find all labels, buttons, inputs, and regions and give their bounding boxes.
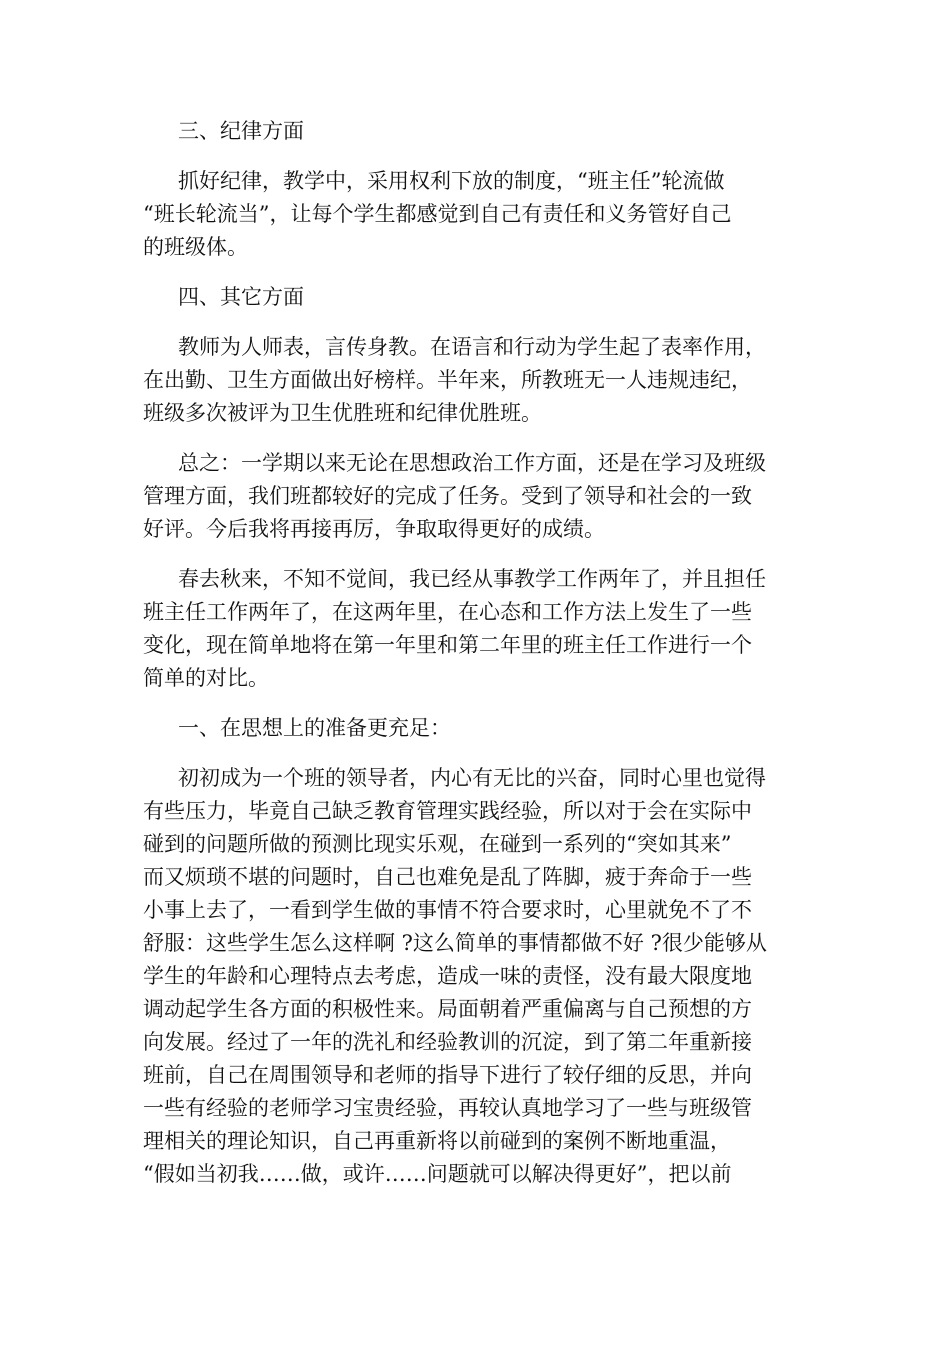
- paragraph-line: 有些压力，毕竟自己缺乏教育管理实践经验，所以对于会在实际中: [143, 799, 752, 823]
- paragraph-line: 班级多次被评为卫生优胜班和纪律优胜班。: [143, 401, 542, 425]
- paragraph-line: “假如当初我……做，或许……问题就可以解决得更好”，把以前: [143, 1162, 732, 1186]
- paragraph-line: 变化，现在简单地将在第一年里和第二年里的班主任工作进行一个: [143, 633, 752, 657]
- paragraph-line: “班长轮流当”，让每个学生都感觉到自己有责任和义务管好自己: [143, 202, 732, 226]
- paragraph-line: 调动起学生各方面的积极性来。局面朝着严重偏离与自己预想的方: [143, 997, 752, 1021]
- paragraph-line: 学生的年龄和心理特点去考虑，造成一味的责怪，没有最大限度地: [143, 964, 752, 988]
- paragraph-line: 小事上去了，一看到学生做的事情不符合要求时，心里就免不了不: [143, 898, 752, 922]
- paragraph-line: 抓好纪律，教学中，采用权利下放的制度，“班主任”轮流做: [178, 169, 725, 193]
- paragraph-line: 理相关的理论知识，自己再重新将以前碰到的案例不断地重温，: [143, 1129, 731, 1153]
- paragraph-line: 在出勤、卫生方面做出好榜样。半年来，所教班无一人违规违纪，: [143, 368, 752, 392]
- paragraph-line: 而又烦琐不堪的问题时，自己也难免是乱了阵脚，疲于奔命于一些: [143, 865, 752, 889]
- paragraph-line: 向发展。经过了一年的洗礼和经验教训的沉淀，到了第二年重新接: [143, 1030, 752, 1054]
- section-heading-other: 四、其它方面: [178, 285, 304, 309]
- paragraph-line: 碰到的问题所做的预测比现实乐观，在碰到一系列的“突如其来”: [143, 832, 732, 856]
- section-heading-discipline: 三、纪律方面: [178, 119, 304, 143]
- paragraph-line: 班前，自己在周围领导和老师的指导下进行了较仔细的反思，并向: [143, 1063, 752, 1087]
- paragraph-line: 教师为人师表，言传身教。在语言和行动为学生起了表率作用，: [178, 335, 766, 359]
- paragraph-line: 总之：一学期以来无论在思想政治工作方面，还是在学习及班级: [178, 451, 766, 475]
- section-heading-thought: 一、在思想上的准备更充足：: [178, 716, 451, 740]
- paragraph-line: 好评。今后我将再接再厉，争取取得更好的成绩。: [143, 517, 605, 541]
- paragraph-line: 的班级体。: [143, 235, 248, 259]
- paragraph-line: 初初成为一个班的领导者，内心有无比的兴奋，同时心里也觉得: [178, 766, 766, 790]
- paragraph-line: 班主任工作两年了，在这两年里，在心态和工作方法上发生了一些: [143, 600, 752, 624]
- paragraph-line: 春去秋来，不知不觉间，我已经从事教学工作两年了，并且担任: [178, 567, 766, 591]
- paragraph-line: 管理方面，我们班都较好的完成了任务。受到了领导和社会的一致: [143, 484, 752, 508]
- paragraph-line: 舒服：这些学生怎么这样啊 ?这么简单的事情都做不好 ?很少能够从: [143, 931, 767, 955]
- paragraph-line: 简单的对比。: [143, 666, 269, 690]
- paragraph-line: 一些有经验的老师学习宝贵经验，再较认真地学习了一些与班级管: [143, 1096, 752, 1120]
